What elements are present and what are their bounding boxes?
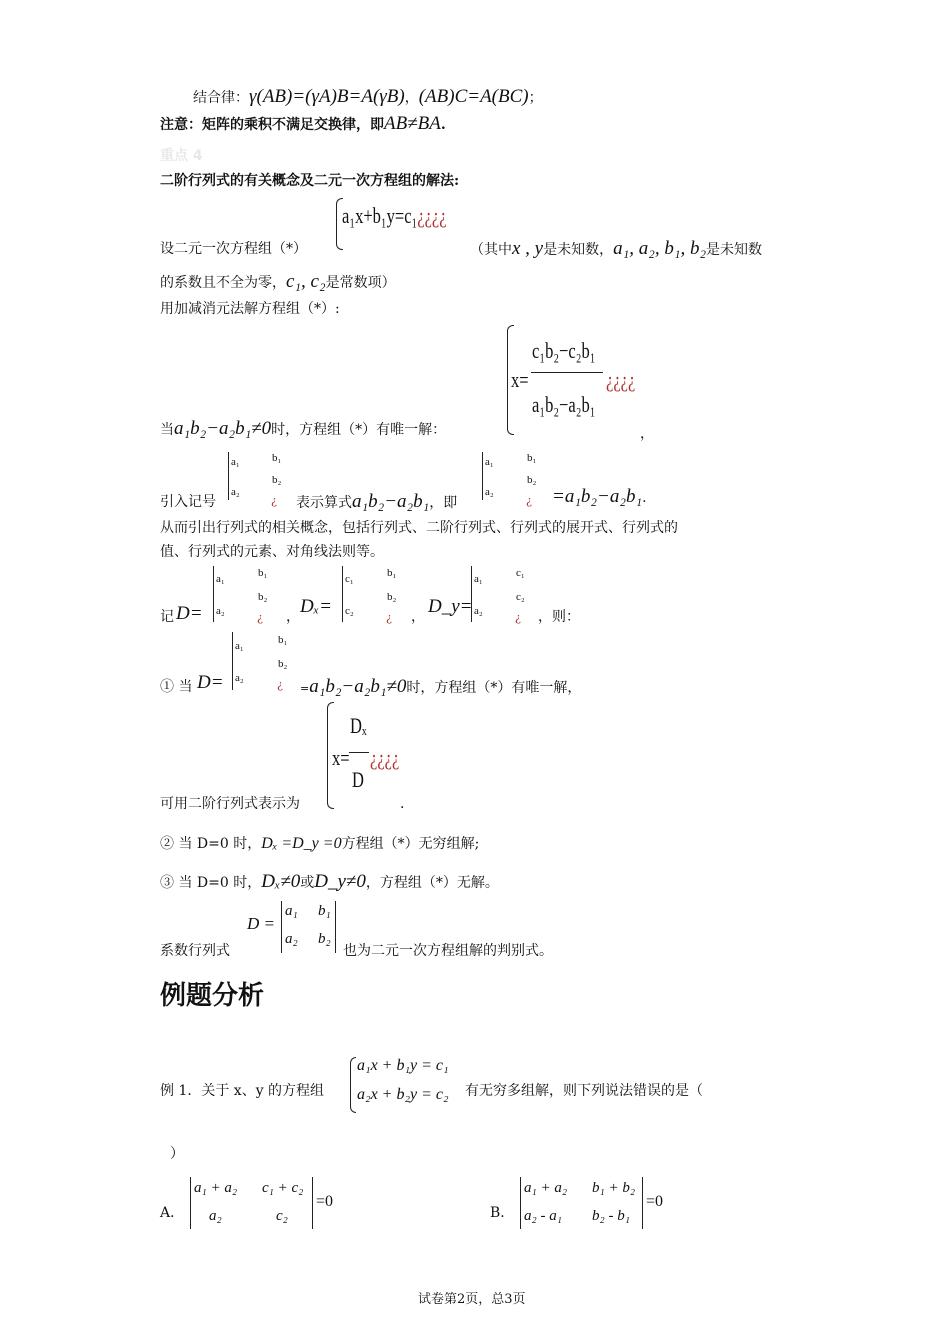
- option-b-label[interactable]: B．: [490, 1205, 515, 1221]
- section-title: 二阶行列式的有关概念及二元一次方程组的解法:: [160, 173, 460, 189]
- notation-rhs: =a₁b₂−a₂b₁.: [552, 486, 647, 507]
- method-line: 用加减消元法解方程组（*）:: [160, 301, 340, 317]
- assoc-expr-1: γ(AB)=(γA)B=A(γB): [249, 86, 405, 107]
- def-D: D=: [176, 603, 203, 624]
- unique-end: ，: [640, 426, 654, 442]
- unique-x-lhs: x=: [511, 367, 529, 392]
- case2-line: ② 当 D=0 时，Dₓ =D_y =0方程组（*）无穷组解;: [160, 835, 480, 852]
- concepts-line-1: 从而引出行列式的相关概念，包括行列式、二阶行列式、行列式的展开式、行列式的: [160, 520, 678, 536]
- key-point-label: 重点 4: [160, 148, 203, 164]
- example1-pre: 例 1．关于 x、y 的方程组: [160, 1083, 325, 1099]
- page-footer: 试卷第2页，总3页: [418, 1292, 526, 1307]
- notation-det-bar: [228, 452, 229, 500]
- unique-numerator: c₁b₂−c₂b₁: [532, 338, 596, 363]
- coef-det-pre: 系数行列式: [160, 943, 230, 959]
- case1-pre2: 可用二阶行列式表示为: [160, 796, 300, 812]
- option-a-label[interactable]: A．: [160, 1205, 185, 1221]
- example1-eq1: a₁x + b₁y = c₁: [357, 1057, 449, 1074]
- def-Dx: Dₓ=: [300, 596, 332, 617]
- associativity-line: 结合律：γ(AB)=(γA)B=A(γB)，(AB)C=A(BC)；: [193, 86, 543, 107]
- unique-line: 当a₁b₂−a₂b₁≠0时，方程组（*）有唯一解：: [160, 418, 447, 439]
- example1-eq2: a₂x + b₂y = c₂: [357, 1086, 449, 1103]
- system-pre: 设二元一次方程组（*）: [160, 241, 307, 257]
- assoc-expr-2: (AB)C=A(BC): [418, 86, 529, 107]
- note-line: 注意：矩阵的乘积不满足交换律，即AB≠BA.: [160, 113, 446, 134]
- notation-line: 引入记号: [160, 494, 216, 510]
- unique-fraction-bar: [531, 372, 603, 373]
- example-heading: 例题分析: [160, 981, 265, 1011]
- case1-label: ① 当: [160, 679, 193, 695]
- unique-denominator: a₁b₂−a₂b₁: [532, 392, 596, 417]
- notation-det-bar-2: [482, 452, 483, 500]
- system-line-2: 的系数且不全为零，c₁, c₂是常数项）: [160, 271, 396, 292]
- system-equation: a₁x+b₁y=c₁¿¿¿¿: [342, 203, 447, 228]
- def-Dy: D_y=: [428, 596, 473, 617]
- system-description: （其中x , y是未知数，a₁, a₂, b₁, b₂是未知数: [470, 238, 763, 259]
- case3-line: ③ 当 D=0 时，Dₓ≠0或D_y≠0，方程组（*）无解。: [160, 871, 499, 892]
- unique-garbled: ¿¿¿¿: [606, 367, 636, 392]
- notation-expr: 表示算式a₁b₂−a₂b₁，即: [296, 491, 458, 512]
- concepts-line-2: 值、行列式的元素、对角线法则等。: [160, 544, 384, 560]
- example1-post: 有无穷多组解，则下列说法错误的是（: [465, 1083, 703, 1099]
